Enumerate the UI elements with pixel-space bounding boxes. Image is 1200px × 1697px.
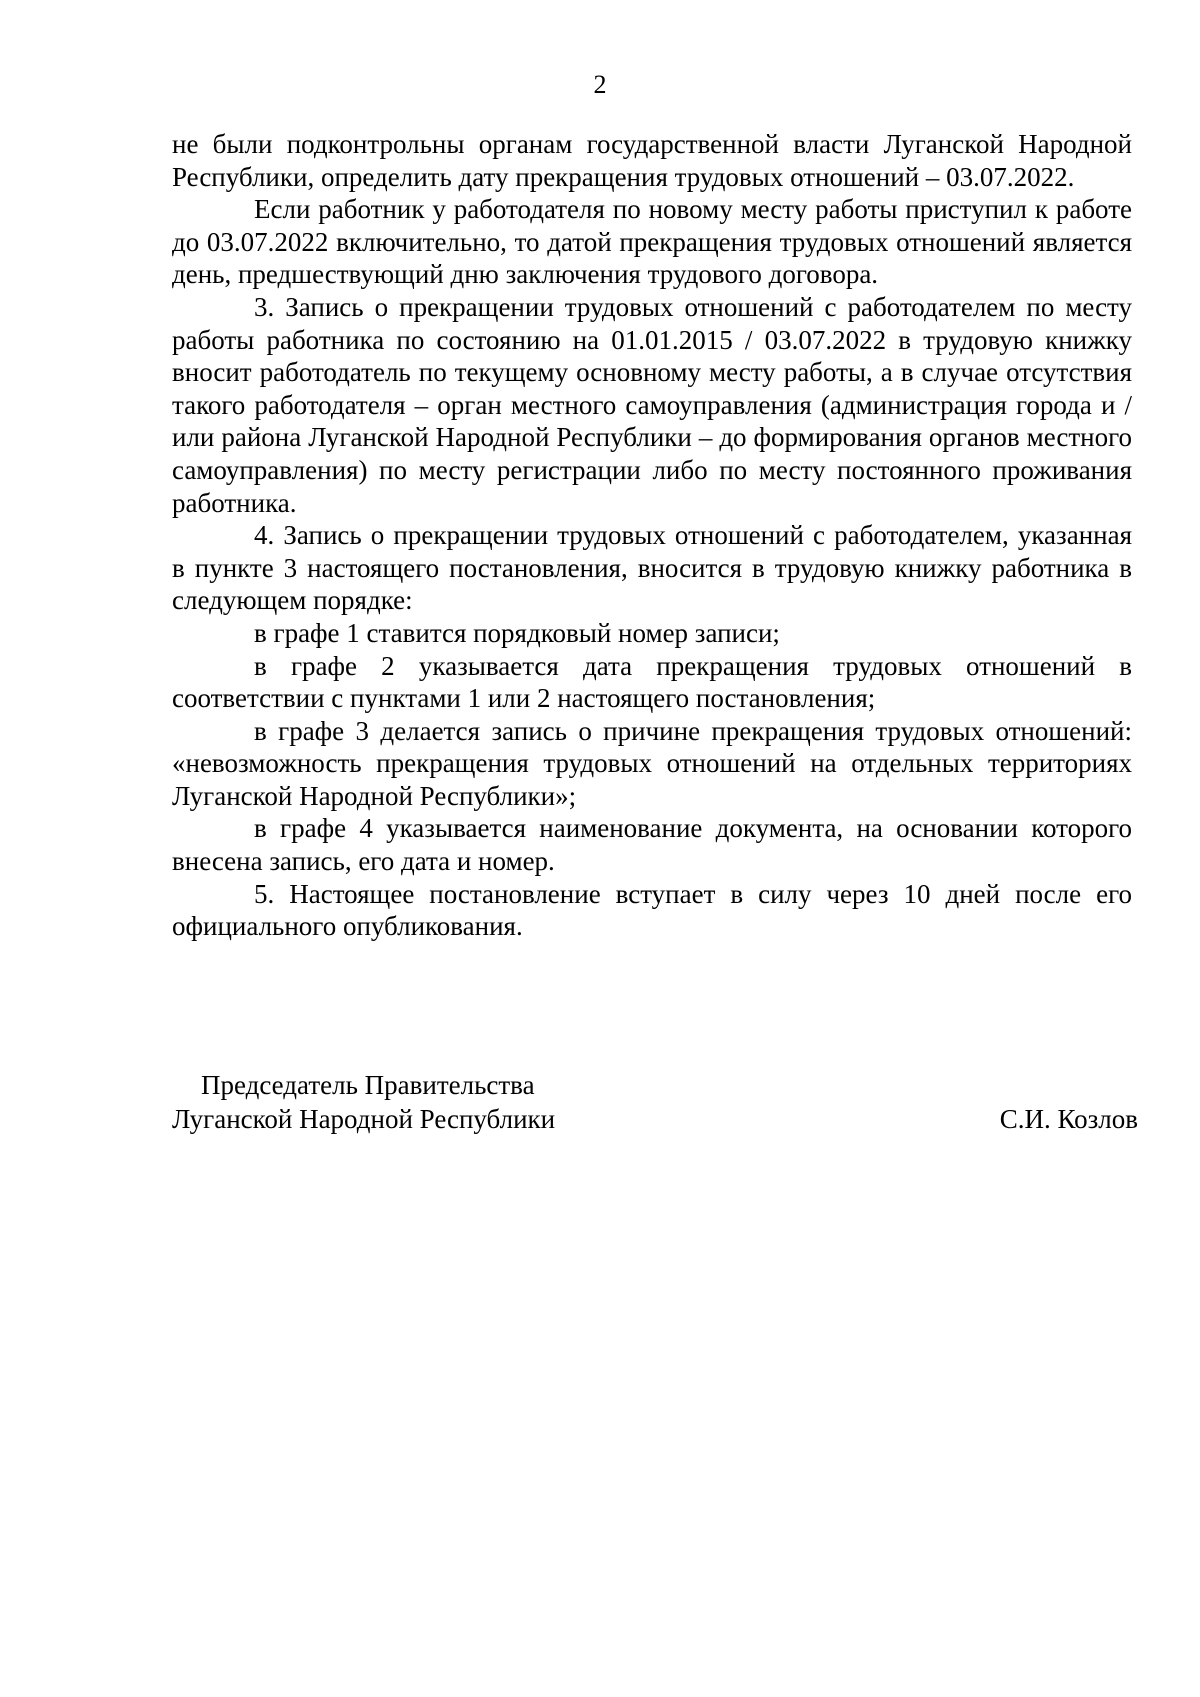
paragraph-column-1: в графе 1 ставится порядковый номер записи; (254, 617, 780, 648)
paragraph-employment-start: Если работник у работодателя по новому месту работы приступил к работе до 03.07.2022 включительно, то датой прекращения трудовых отношений является день, предшествующий дню заключения трудового договора. (172, 194, 1132, 290)
document-body (172, 128, 1132, 943)
paragraph-item-5: 5. Настоящее постановление вступает в силу через 10 дней после его официального опубликования. (172, 878, 1132, 942)
signature-block (172, 1068, 1138, 1136)
paragraph-item-4: 4. Запись о прекращении трудовых отношений с работодателем, указанная в пункте 3 настоящего постановления, вносится в трудовую книжку работника в следующем порядке: (172, 520, 1132, 616)
signatory-name: С.И. Козлов (999, 1104, 1138, 1134)
paragraph-column-4: в графе 4 указывается наименование документа, на основании которого внесена запись, его дата и номер. (172, 813, 1132, 877)
signatory-title-line-1: Председатель Правительства (201, 1070, 535, 1100)
paragraph-column-2: в графе 2 указывается дата прекращения трудовых отношений в соответствии с пунктами 1 или 2 настоящего постановления; (172, 650, 1132, 714)
page-number: 2 (593, 70, 607, 99)
signature-row (172, 1102, 1138, 1136)
paragraph-column-3: в графе 3 делается запись о причине прекращения трудовых отношений: «невозможность прекращения трудовых отношений на отдельных территориях Луганской Народной Республики»; (172, 715, 1132, 811)
paragraph-item-3: 3. Запись о прекращении трудовых отношений с работодателем по месту работы работника по состоянию на 01.01.2015 / 03.07.2022 в трудовую книжку вносит работодатель по текущему основному месту работы, а в случае отсутствия такого работодателя – орган местного самоуправления (администрация города и / или района Луганской Народной Республики – до формирования органов местного самоуправления) по месту регистрации либо по месту постоянного проживания работника. (172, 291, 1132, 518)
signatory-title-line-2: Луганской Народной Республики (172, 1104, 556, 1134)
paragraph-continuation: не были подконтрольны органам государственной власти Луганской Народной Республики, определить дату прекращения трудовых отношений – 03.07.2022. (172, 129, 1132, 192)
